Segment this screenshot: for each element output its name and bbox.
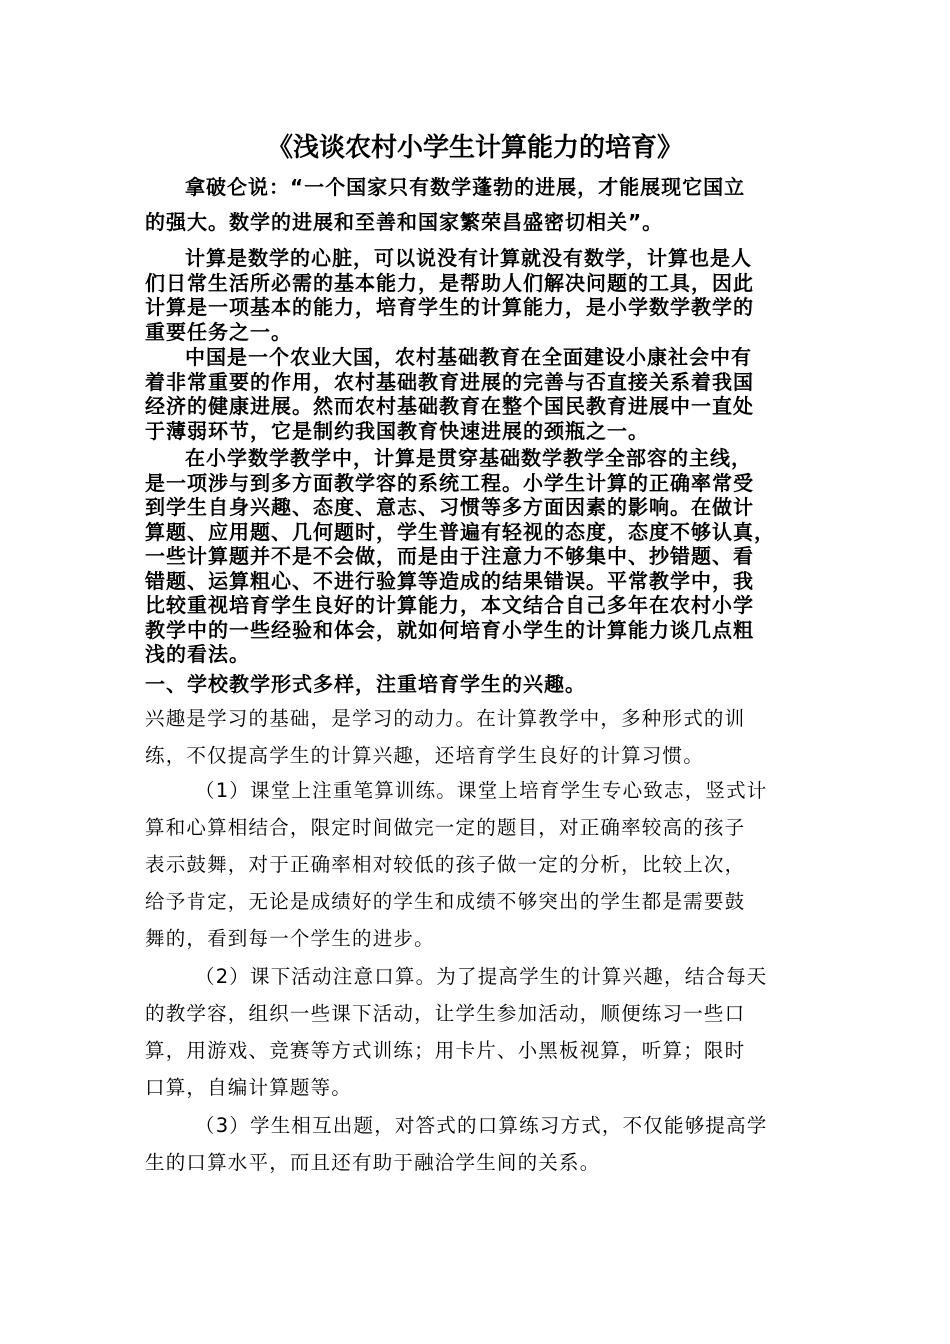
- text-line: 算，用游戏、竞赛等方式训练；用卡片、小黑板视算，听算；限时: [145, 1039, 746, 1062]
- text-line: 们日常生活所必需的基本能力，是帮助人们解决问题的工具，因此: [145, 270, 754, 295]
- section-1-heading-wrap: [145, 672, 805, 697]
- text-line: 生的口算水平，而且还有助于融洽学生间的关系。: [145, 1151, 601, 1174]
- text-line: 计算是数学的心脏，可以说没有计算就没有数学，计算也是人: [185, 246, 752, 270]
- text-line: 算和心算相结合，限定时间做完一定的题目，对正确率较高的孩子: [145, 816, 746, 839]
- text-line: 兴趣是学习的基础，是学习的动力。在计算教学中，多种形式的训: [145, 707, 746, 730]
- text-line: 中国是一个农业大国，农村基础教育在全面建设小康社会中有: [185, 345, 752, 369]
- paragraph-3: [145, 446, 805, 667]
- text-line: 练，不仅提高学生的计算兴趣，还培育学生良好的计算习惯。: [145, 744, 704, 767]
- item-2-paragraph: [145, 958, 805, 1106]
- section-1-intro: [145, 700, 805, 774]
- text-line: 计算是一项基本的能力，培育学生的计算能力，是小学数学教学的: [145, 295, 754, 319]
- text-line: 错题、运算粗心、不进行验算等造成的结果错误。平常教学中，我: [145, 568, 754, 593]
- section-heading: 一、学校教学形式多样，注重培育学生的兴趣。: [145, 672, 586, 696]
- text-line: 重要任务之一。: [145, 319, 292, 344]
- text-line: （2）课下活动注意口算。为了提高学生的计算兴趣，结合每天: [195, 965, 768, 988]
- item-3-paragraph: [145, 1107, 805, 1181]
- text-line: （1）课堂上注重笔算训练。课堂上培育学生专心致志，竖式计: [195, 779, 768, 802]
- paragraph-2: [145, 345, 805, 443]
- text-line: 教学中的一些经验和体会，就如何培育小学生的计算能力谈几点粗: [145, 617, 754, 642]
- text-line: 拿破仑说：“一个国家只有数学蓬勃的进展，才能展现它国立: [185, 175, 746, 199]
- text-line: 着非常重要的作用，农村基础教育进展的完善与否直接关系着我国: [145, 369, 754, 394]
- text-line: 是一项涉与到多方面教学容的系统工程。小学生计算的正确率常受: [145, 470, 754, 495]
- text-line: 的强大。数学的进展和至善和国家繁荣昌盛密切相关”。: [145, 210, 664, 234]
- text-line: 一些计算题并不是不会做，而是由于注意力不够集中、抄错题、看: [145, 544, 754, 568]
- item-1-paragraph: [145, 772, 805, 957]
- text-line: 算题、应用题、几何题时，学生普遍有轻视的态度，态度不够认真，: [145, 519, 775, 544]
- text-line: 浅的看法。: [145, 642, 250, 666]
- document-title: 《浅谈农村小学生计算能力的培育》: [266, 133, 683, 163]
- text-line: 的教学容，组织一些课下活动，让学生参加活动，顺便练习一些口: [145, 1002, 746, 1025]
- text-line: 到学生自身兴趣、态度、意志、习惯等多方面因素的影响。在做计: [145, 495, 754, 519]
- text-line: 舞的，看到每一个学生的进步。: [145, 927, 435, 950]
- intro-quote-paragraph: [145, 170, 805, 240]
- text-line: 表示鼓舞，对于正确率相对较低的孩子做一定的分析，比较上次，: [145, 853, 746, 876]
- text-line: （3）学生相互出题，对答式的口算练习方式，不仅能够提高学: [195, 1114, 768, 1137]
- text-line: 比较重视培育学生良好的计算能力，本文结合自己多年在农村小学: [145, 593, 754, 617]
- text-line: 经济的健康进展。然而农村基础教育在整个国民教育进展中一直处: [145, 394, 754, 418]
- paragraph-1: [145, 246, 805, 344]
- text-line: 于薄弱环节，它是制约我国教育快速进展的颈瓶之一。: [145, 418, 649, 443]
- text-line: 口算，自编计算题等。: [145, 1076, 353, 1099]
- text-line: 给予肯定，无论是成绩好的学生和成绩不够突出的学生都是需要鼓: [145, 890, 746, 913]
- text-line: 在小学数学教学中，计算是贯穿基础数学教学全部容的主线，: [185, 446, 752, 470]
